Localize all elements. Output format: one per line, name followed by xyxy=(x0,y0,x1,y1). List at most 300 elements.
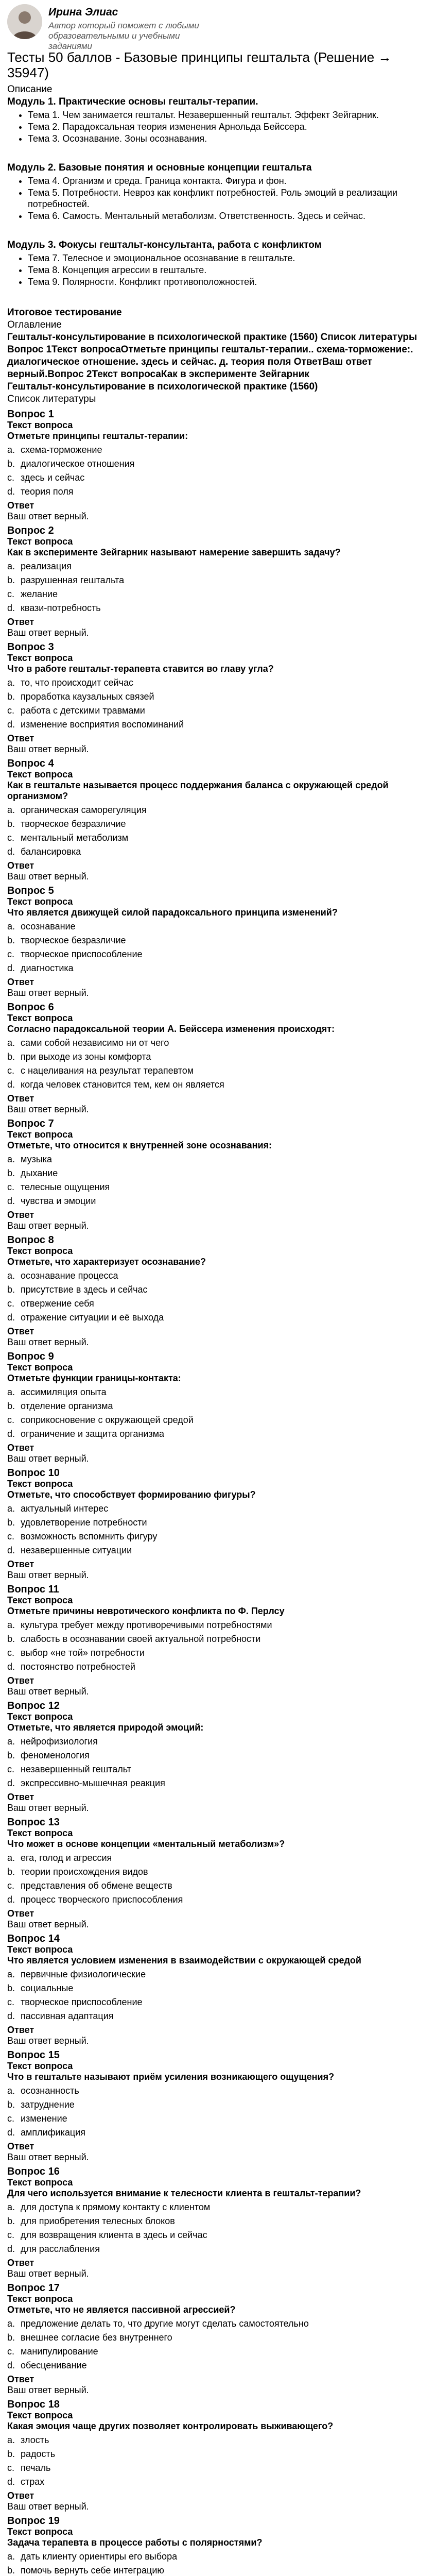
answer-option[interactable] xyxy=(7,1517,429,1528)
answer-option[interactable] xyxy=(7,1401,429,1412)
option-letter: b. xyxy=(7,1983,15,1993)
question-number: Вопрос 11 xyxy=(7,1584,59,1595)
option-text: удовлетворение потребности xyxy=(21,1517,147,1528)
answer-option[interactable] xyxy=(7,1634,429,1645)
answer-text: Ваш ответ верный. xyxy=(7,2152,89,2162)
option-letter: d. xyxy=(7,719,15,730)
option-text: злость xyxy=(21,2435,49,2445)
option-text: теория поля xyxy=(21,486,74,497)
answer-option[interactable] xyxy=(7,459,429,469)
option-text: диалогическое отношения xyxy=(21,459,135,469)
question-block xyxy=(7,2282,429,2396)
question-number: Вопрос 17 xyxy=(7,2282,60,2294)
answer-option[interactable] xyxy=(7,1853,429,1863)
option-text: желание xyxy=(21,589,58,599)
question-number: Вопрос 15 xyxy=(7,2049,60,2061)
answer-option[interactable] xyxy=(7,2244,429,2255)
question-number: Вопрос 9 xyxy=(7,1351,54,1362)
answer-option[interactable] xyxy=(7,1867,429,1877)
question-number: Вопрос 19 xyxy=(7,2515,60,2527)
toc-text: Гештальт-консультирование в психологической практике (1560) Список литературы Вопрос 1Текст вопросаОтметьте принципы гештальт-терапии.. схема-торможение:. диалогическое отношение. здесь и сейчас. д. теория поля ОтветВаш ответ верный.Вопрос 2Текст вопросаКак в эксперименте Зейгарник xyxy=(7,332,417,380)
answer-text: Ваш ответ верный. xyxy=(7,1104,89,1114)
question-text-label: Текст вопроса xyxy=(7,896,73,907)
option-letter: c. xyxy=(7,1648,15,1658)
answer-option[interactable] xyxy=(7,2551,429,2562)
answer-option[interactable] xyxy=(7,2086,429,2096)
option-text: пассивная адаптация xyxy=(21,2011,114,2021)
answer-option[interactable] xyxy=(7,1154,429,1165)
option-text: изменение восприятия воспоминаний xyxy=(21,719,184,730)
question-number: Вопрос 7 xyxy=(7,1118,54,1129)
option-letter: c. xyxy=(7,1065,15,1076)
answer-option[interactable] xyxy=(7,589,429,600)
topic-item: • Тема 3. Осознавание. Зоны осознавания. xyxy=(28,133,429,144)
topic-item: • Тема 8. Концепция агрессии в гештальте. xyxy=(28,264,429,276)
option-text: актуальный интерес xyxy=(21,1503,109,1514)
option-text: когда человек становится тем, кем он является xyxy=(21,1079,224,1090)
answer-option[interactable] xyxy=(7,1894,429,1905)
question-text-label: Текст вопроса xyxy=(7,769,73,779)
option-letter: b. xyxy=(7,1867,15,1877)
option-letter: a. xyxy=(7,1387,15,1397)
answer-option[interactable] xyxy=(7,1662,429,1672)
option-text: печаль xyxy=(21,2463,51,2473)
question-block xyxy=(7,1351,429,1464)
answer-text: Ваш ответ верный. xyxy=(7,1337,89,1347)
option-letter: c. xyxy=(7,1415,15,1425)
question-number: Вопрос 10 xyxy=(7,1467,60,1479)
answer-label: Ответ xyxy=(7,2025,34,2035)
question-text-label: Текст вопроса xyxy=(7,536,73,547)
question-text-label: Текст вопроса xyxy=(7,1129,73,1140)
topic-item: • Тема 2. Парадоксальная теория изменения Арнольда Бейссера. xyxy=(28,121,429,132)
question-text: Отметьте принципы гештальт-терапии: xyxy=(7,431,188,441)
author-avatar[interactable] xyxy=(7,4,42,39)
option-letter: a. xyxy=(7,921,15,931)
option-text: радость xyxy=(21,2449,56,2459)
option-text: органическая саморегуляция xyxy=(21,805,147,815)
answer-option[interactable] xyxy=(7,1997,429,2008)
option-text: квази-потребность xyxy=(21,603,101,613)
question-text: Какая эмоция чаще других позволяет контролировать выживающего? xyxy=(7,2421,334,2431)
question-number: Вопрос 8 xyxy=(7,1234,54,1246)
question-block xyxy=(7,1467,429,1581)
topic-item: • Тема 7. Телесное и эмоциональное осознавание в гештальте. xyxy=(28,252,429,264)
question-text: Отметьте, что относится к внутренней зоне осознавания: xyxy=(7,1140,272,1150)
answer-option[interactable] xyxy=(7,445,429,455)
options-list xyxy=(7,921,429,974)
option-letter: c. xyxy=(7,833,15,843)
section-title: Гештальт-консультирование в психологической практике (1560) xyxy=(7,381,318,392)
option-text: ментальный метаболизм xyxy=(21,833,129,843)
option-text: творческое приспособление xyxy=(21,1997,143,2007)
question-text-label: Текст вопроса xyxy=(7,2294,73,2304)
option-letter: c. xyxy=(7,2113,15,2124)
answer-option[interactable] xyxy=(7,1038,429,1048)
answer-option[interactable] xyxy=(7,1429,429,1439)
answer-option[interactable] xyxy=(7,1969,429,1980)
options-list xyxy=(7,2318,429,2371)
answer-text: Ваш ответ верный. xyxy=(7,2036,89,2046)
answer-option[interactable] xyxy=(7,1545,429,1556)
options-list xyxy=(7,2435,429,2487)
answer-option[interactable] xyxy=(7,2463,429,2473)
option-letter: a. xyxy=(7,1620,15,1630)
question-block xyxy=(7,525,429,638)
option-letter: a. xyxy=(7,445,15,455)
answer-option[interactable] xyxy=(7,603,429,614)
answer-option[interactable] xyxy=(7,846,429,857)
option-letter: d. xyxy=(7,2360,15,2370)
option-letter: b. xyxy=(7,575,15,585)
option-letter: c. xyxy=(7,472,15,483)
answer-text: Ваш ответ верный. xyxy=(7,871,89,882)
topic-item: • Тема 5. Потребности. Невроз как конфликт потребностей. Роль эмоций в реализации потребностей. xyxy=(28,187,429,210)
answer-option[interactable] xyxy=(7,575,429,586)
option-letter: d. xyxy=(7,963,15,973)
option-text: творческое безразличие xyxy=(21,935,126,945)
option-letter: b. xyxy=(7,1401,15,1411)
question-text: Как в эксперименте Зейгарник называют намерение завершить задачу? xyxy=(7,547,341,557)
option-letter: a. xyxy=(7,1853,15,1863)
option-letter: b. xyxy=(7,2332,15,2343)
option-letter: c. xyxy=(7,589,15,599)
question-block xyxy=(7,641,429,755)
option-text: ега, голод и агрессия xyxy=(21,1853,112,1863)
answer-label: Ответ xyxy=(7,2490,34,2501)
answer-option[interactable] xyxy=(7,1052,429,1062)
topic-item: • Тема 9. Полярности. Конфликт противоположностей. xyxy=(28,276,429,287)
answer-option[interactable] xyxy=(7,719,429,730)
question-text-label: Текст вопроса xyxy=(7,653,73,663)
answer-option[interactable] xyxy=(7,935,429,946)
option-letter: a. xyxy=(7,1154,15,1164)
options-list xyxy=(7,561,429,614)
option-text: помочь вернуть себе интеграцию xyxy=(21,2565,164,2575)
option-letter: c. xyxy=(7,705,15,716)
question-block xyxy=(7,2399,429,2512)
option-text: творческое безразличие xyxy=(21,819,126,829)
answer-option[interactable] xyxy=(7,1284,429,1295)
answer-option[interactable] xyxy=(7,691,429,702)
option-text: дать клиенту ориентиры его выбора xyxy=(21,2551,178,2562)
option-text: музыка xyxy=(21,1154,53,1164)
option-text: для доступа к прямому контакту с клиентом xyxy=(21,2202,211,2212)
user-icon xyxy=(7,4,42,39)
option-text: изменение xyxy=(21,2113,67,2124)
option-text: диагностика xyxy=(21,963,74,973)
option-text: ассимиляция опыта xyxy=(21,1387,107,1397)
option-letter: c. xyxy=(7,1298,15,1309)
question-text-label: Текст вопроса xyxy=(7,2177,73,2188)
option-text: феноменология xyxy=(21,1750,90,1760)
option-text: разрушенная гештальта xyxy=(21,575,125,585)
option-letter: d. xyxy=(7,2011,15,2021)
answer-option[interactable] xyxy=(7,819,429,829)
option-text: сами собой независимо ни от чего xyxy=(21,1038,169,1048)
answer-option[interactable] xyxy=(7,949,429,960)
option-letter: b. xyxy=(7,2216,15,2226)
toc-label: Оглавление xyxy=(7,319,62,330)
option-letter: a. xyxy=(7,677,15,688)
answer-text: Ваш ответ верный. xyxy=(7,988,89,998)
option-letter: a. xyxy=(7,1038,15,1048)
answer-text: Ваш ответ верный. xyxy=(7,628,89,638)
modules-list xyxy=(7,96,429,287)
question-block xyxy=(7,2166,429,2279)
options-list xyxy=(7,1503,429,1556)
option-letter: b. xyxy=(7,1052,15,1062)
question-block xyxy=(7,1118,429,1231)
answer-option[interactable] xyxy=(7,2565,429,2576)
answer-option[interactable] xyxy=(7,2127,429,2138)
answer-option[interactable] xyxy=(7,805,429,816)
page-title: Тесты 50 баллов - Базовые принципы гештальта (Решение → 35947) xyxy=(7,49,392,80)
answer-option[interactable] xyxy=(7,705,429,716)
module-topics xyxy=(7,252,429,287)
option-letter: c. xyxy=(7,2230,15,2240)
option-letter: a. xyxy=(7,1503,15,1514)
answer-option[interactable] xyxy=(7,1983,429,1994)
answer-option[interactable] xyxy=(7,2435,429,2446)
answer-option[interactable] xyxy=(7,2216,429,2227)
answer-text: Ваш ответ верный. xyxy=(7,1570,89,1580)
option-text: соприкосновение с окружающей средой xyxy=(21,1415,194,1425)
option-text: реализация xyxy=(21,561,72,571)
answer-text: Ваш ответ верный. xyxy=(7,511,89,521)
answer-label: Ответ xyxy=(7,2258,34,2268)
question-text-label: Текст вопроса xyxy=(7,1711,73,1722)
option-letter: a. xyxy=(7,2551,15,2562)
question-text-label: Текст вопроса xyxy=(7,1246,73,1256)
answer-option[interactable] xyxy=(7,1764,429,1775)
question-text: Отметьте, что характеризует осознавание? xyxy=(7,1257,206,1267)
option-text: здесь и сейчас xyxy=(21,472,85,483)
question-text: Отметьте, что способствует формированию фигуры? xyxy=(7,1489,256,1500)
options-list xyxy=(7,2086,429,2138)
answer-option[interactable] xyxy=(7,2230,429,2241)
answer-option[interactable] xyxy=(7,1415,429,1426)
options-list xyxy=(7,1038,429,1090)
options-list xyxy=(7,1736,429,1789)
answer-text: Ваш ответ верный. xyxy=(7,1803,89,1813)
option-letter: a. xyxy=(7,2435,15,2445)
answer-option[interactable] xyxy=(7,1620,429,1631)
answer-option[interactable] xyxy=(7,1736,429,1747)
answer-option[interactable] xyxy=(7,921,429,932)
question-text: Отметьте причины невротического конфликта по Ф. Перлсу xyxy=(7,1606,285,1616)
option-letter: d. xyxy=(7,1894,15,1905)
option-letter: b. xyxy=(7,2565,15,2575)
answer-option[interactable] xyxy=(7,472,429,483)
answer-label: Ответ xyxy=(7,1559,34,1569)
answer-option[interactable] xyxy=(7,2332,429,2343)
answer-option[interactable] xyxy=(7,1503,429,1514)
topic-item: • Тема 4. Организм и среда. Граница контакта. Фигура и фон. xyxy=(28,175,429,187)
option-text: слабость в осознавании своей актуальной потребности xyxy=(21,1634,261,1644)
options-list xyxy=(7,1270,429,1323)
option-letter: b. xyxy=(7,1168,15,1178)
options-list xyxy=(7,677,429,730)
option-text: внешнее согласие без внутреннего xyxy=(21,2332,172,2343)
option-letter: d. xyxy=(7,846,15,857)
question-text: Отметьте функции границы-контакта: xyxy=(7,1373,181,1383)
option-letter: b. xyxy=(7,935,15,945)
question-text-label: Текст вопроса xyxy=(7,1479,73,1489)
answer-label: Ответ xyxy=(7,1326,34,1336)
option-letter: c. xyxy=(7,1182,15,1192)
answer-option[interactable] xyxy=(7,1387,429,1398)
question-block xyxy=(7,409,429,522)
author-header xyxy=(0,0,436,51)
answer-option[interactable] xyxy=(7,486,429,497)
question-text: Для чего используется внимание к телесности клиента в гештальт-терапии? xyxy=(7,2188,361,2198)
question-block xyxy=(7,1584,429,1697)
answer-label: Ответ xyxy=(7,1210,34,1220)
answer-option[interactable] xyxy=(7,833,429,843)
option-text: осознавание xyxy=(21,921,76,931)
option-letter: d. xyxy=(7,2477,15,2487)
option-letter: b. xyxy=(7,1517,15,1528)
answer-option[interactable] xyxy=(7,1298,429,1309)
answer-text: Ваш ответ верный. xyxy=(7,2385,89,2395)
options-list xyxy=(7,1387,429,1439)
answer-label: Ответ xyxy=(7,1792,34,1802)
answer-option[interactable] xyxy=(7,1270,429,1281)
question-number: Вопрос 2 xyxy=(7,525,54,536)
option-letter: d. xyxy=(7,2127,15,2138)
question-block xyxy=(7,1817,429,1930)
option-letter: d. xyxy=(7,1662,15,1672)
answer-text: Ваш ответ верный. xyxy=(7,1453,89,1464)
question-number: Вопрос 16 xyxy=(7,2166,60,2177)
answer-option[interactable] xyxy=(7,2449,429,2460)
options-list xyxy=(7,1969,429,2022)
answer-option[interactable] xyxy=(7,2318,429,2329)
option-letter: b. xyxy=(7,459,15,469)
question-text-label: Текст вопроса xyxy=(7,2527,73,2537)
option-letter: b. xyxy=(7,2449,15,2459)
question-block xyxy=(7,1933,429,2046)
answer-label: Ответ xyxy=(7,1093,34,1104)
option-letter: a. xyxy=(7,2086,15,2096)
option-text: выбор «не той» потребности xyxy=(21,1648,145,1658)
option-letter: b. xyxy=(7,691,15,702)
option-text: чувства и эмоции xyxy=(21,1196,96,1206)
answer-option[interactable] xyxy=(7,1778,429,1789)
option-text: возможность вспомнить фигуру xyxy=(21,1531,158,1541)
answer-option[interactable] xyxy=(7,677,429,688)
answer-option[interactable] xyxy=(7,1648,429,1658)
option-text: проработка каузальных связей xyxy=(21,691,154,702)
question-text: Согласно парадоксальной теории А. Бейссера изменения происходят: xyxy=(7,1024,335,1034)
option-letter: b. xyxy=(7,1750,15,1760)
answer-option[interactable] xyxy=(7,561,429,572)
option-letter: d. xyxy=(7,1545,15,1555)
answer-option[interactable] xyxy=(7,2360,429,2371)
option-text: при выходе из зоны комфорта xyxy=(21,1052,151,1062)
option-letter: d. xyxy=(7,1312,15,1323)
answer-label: Ответ xyxy=(7,860,34,871)
questions-list xyxy=(7,409,429,2576)
answer-option[interactable] xyxy=(7,2477,429,2487)
answer-option[interactable] xyxy=(7,1182,429,1193)
option-letter: a. xyxy=(7,805,15,815)
question-block xyxy=(7,885,429,998)
option-letter: a. xyxy=(7,2318,15,2329)
option-text: обесценивание xyxy=(21,2360,87,2370)
option-text: телесные ощущения xyxy=(21,1182,110,1192)
question-text: Что в работе гештальт-терапевта ставится во главу угла? xyxy=(7,664,274,674)
options-list xyxy=(7,1853,429,1905)
question-text-label: Текст вопроса xyxy=(7,2061,73,2071)
option-letter: a. xyxy=(7,2202,15,2212)
question-text: Отметьте, что является природой эмоций: xyxy=(7,1722,204,1733)
option-text: дыхание xyxy=(21,1168,58,1178)
option-text: процесс творческого приспособления xyxy=(21,1894,183,1905)
question-text-label: Текст вопроса xyxy=(7,1362,73,1372)
option-text: для возвращения клиента в здесь и сейчас xyxy=(21,2230,207,2240)
answer-text: Ваш ответ верный. xyxy=(7,2268,89,2279)
answer-option[interactable] xyxy=(7,2113,429,2124)
option-text: с нацеливания на результат терапевтом xyxy=(21,1065,194,1076)
document-content xyxy=(7,49,429,2576)
option-text: предложение делать то, что другие могут сделать самостоятельно xyxy=(21,2318,309,2329)
option-text: представления об обмене веществ xyxy=(21,1880,172,1891)
module-topics xyxy=(7,109,429,144)
options-list xyxy=(7,1154,429,1207)
option-text: первичные физиологические xyxy=(21,1969,146,1979)
question-text-label: Текст вопроса xyxy=(7,1828,73,1838)
answer-option[interactable] xyxy=(7,2202,429,2213)
answer-option[interactable] xyxy=(7,1079,429,1090)
answer-option[interactable] xyxy=(7,2346,429,2357)
answer-option[interactable] xyxy=(7,1531,429,1542)
answer-option[interactable] xyxy=(7,1750,429,1761)
answer-option[interactable] xyxy=(7,963,429,974)
answer-label: Ответ xyxy=(7,1675,34,1686)
option-text: отделение организма xyxy=(21,1401,113,1411)
option-text: осознанность xyxy=(21,2086,79,2096)
answer-label: Ответ xyxy=(7,1443,34,1453)
author-name[interactable]: Ирина Элиас xyxy=(48,6,118,18)
option-text: осознавание процесса xyxy=(21,1270,118,1281)
answer-option[interactable] xyxy=(7,1168,429,1179)
answer-option[interactable] xyxy=(7,1312,429,1323)
question-number: Вопрос 3 xyxy=(7,641,54,653)
answer-option[interactable] xyxy=(7,2099,429,2110)
option-text: постоянство потребностей xyxy=(21,1662,135,1672)
answer-option[interactable] xyxy=(7,1880,429,1891)
description-label: Описание xyxy=(7,84,53,95)
options-list xyxy=(7,1620,429,1672)
question-text-label: Текст вопроса xyxy=(7,2410,73,2420)
module-title: Модуль 1. Практические основы гештальт-терапии. xyxy=(7,96,258,107)
question-block xyxy=(7,758,429,882)
answer-option[interactable] xyxy=(7,2011,429,2022)
question-text-label: Текст вопроса xyxy=(7,1944,73,1955)
option-text: страх xyxy=(21,2477,45,2487)
option-letter: c. xyxy=(7,2463,15,2473)
option-text: ограничение и защита организма xyxy=(21,1429,165,1439)
option-text: незавершенные ситуации xyxy=(21,1545,132,1555)
answer-option[interactable] xyxy=(7,1196,429,1207)
answer-option[interactable] xyxy=(7,1065,429,1076)
option-text: для расслабления xyxy=(21,2244,100,2254)
option-text: творческое приспособление xyxy=(21,949,143,959)
question-number: Вопрос 4 xyxy=(7,758,54,769)
option-text: для приобретения телесных блоков xyxy=(21,2216,175,2226)
